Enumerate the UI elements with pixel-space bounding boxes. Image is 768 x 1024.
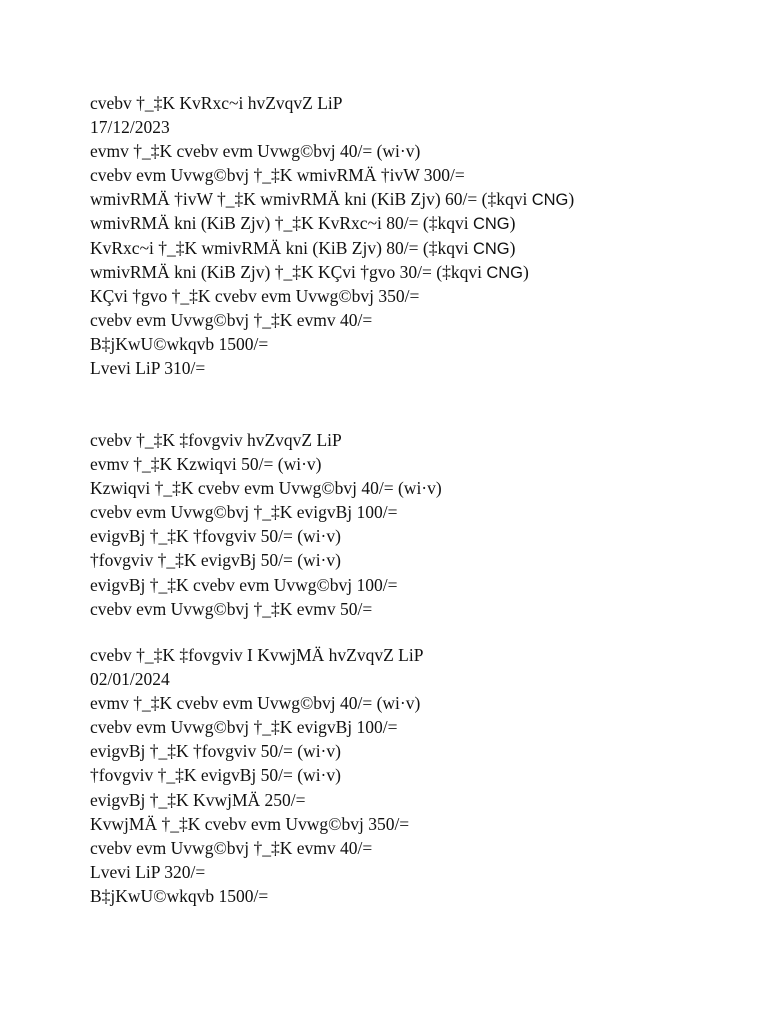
expense-text: wmivRMÄ †ivW †_‡K wmivRMÄ kni (KiB Zjv) 60/= (‡kqvi [90,189,532,210]
expense-line: evigvBj †_‡K †fovgviv 50/= (wi·v) [90,741,341,762]
section-heading: cvebv †_‡K ‡fovgviv I KvwjMÄ hvZvqvZ LiP [90,645,424,665]
expense-section-2 [90,428,750,621]
vehicle-tag: CNG [472,215,510,234]
expense-line: †fovgviv †_‡K evigvBj 50/= (wi·v) [90,765,341,786]
expense-line [90,236,750,260]
expense-line: cvebv evm Uvwg©bvj †_‡K evigvBj 100/= [90,717,398,738]
expense-line: evigvBj †_‡K cvebv evm Uvwg©bvj 100/= [90,574,398,595]
expense-text-end: ) [509,213,516,234]
section-heading: cvebv †_‡K KvRxc~i hvZvqvZ LiP [90,93,343,113]
expense-text-end: ) [568,189,575,210]
expense-line: cvebv evm Uvwg©bvj †_‡K wmivRMÄ †ivW 300/= [90,165,465,186]
expense-line: B‡jKwU©wkqvb 1500/= [90,333,269,354]
expense-text: KvRxc~i †_‡K wmivRMÄ kni (KiB Zjv) 80/= (‡kqvi [90,237,473,258]
expense-line: KvwjMÄ †_‡K cvebv evm Uvwg©bvj 350/= [90,813,410,834]
expense-line: Lvevi LiP 310/= [90,358,206,379]
expense-line: cvebv evm Uvwg©bvj †_‡K evmv 50/= [90,598,373,619]
expense-section-1 [90,91,750,380]
expense-line: †fovgviv †_‡K evigvBj 50/= (wi·v) [90,550,341,571]
expense-line: cvebv evm Uvwg©bvj †_‡K evmv 40/= [90,309,373,330]
expense-line: Kzwiqvi †_‡K cvebv evm Uvwg©bvj 40/= (wi·v) [90,478,442,499]
expense-text-end: ) [523,261,529,282]
section-heading: cvebv †_‡K ‡fovgviv hvZvqvZ LiP [90,430,342,450]
expense-line: KÇvi †gvo †_‡K cvebv evm Uvwg©bvj 350/= [90,285,420,306]
expense-text: wmivRMÄ kni (KiB Zjv) †_‡K KvRxc~i 80/= (‡kqvi [90,213,473,234]
vehicle-tag: CNG [486,263,524,282]
expense-line: evmv †_‡K cvebv evm Uvwg©bvj 40/= (wi·v) [90,141,421,162]
expense-line: Lvevi LiP 320/= [90,861,206,882]
expense-text-end: ) [509,237,516,258]
expense-line: evigvBj †_‡K KvwjMÄ 250/= [90,789,306,810]
expense-line [90,211,750,235]
expense-line [90,187,750,211]
section-date: 17/12/2023 [90,117,170,138]
expense-line: cvebv evm Uvwg©bvj †_‡K evmv 40/= [90,837,373,858]
expense-line: evigvBj †_‡K †fovgviv 50/= (wi·v) [90,526,341,547]
expense-text: wmivRMÄ kni (KiB Zjv) †_‡K KÇvi †gvo 30/= (‡kqvi [90,261,487,282]
expense-section-3 [90,643,750,908]
section-date: 02/01/2024 [90,669,170,690]
vehicle-tag: CNG [531,191,569,210]
expense-line: B‡jKwU©wkqvb 1500/= [90,885,269,906]
expense-line: evmv †_‡K Kzwiqvi 50/= (wi·v) [90,454,322,475]
vehicle-tag: CNG [472,239,510,258]
expense-line: evmv †_‡K cvebv evm Uvwg©bvj 40/= (wi·v) [90,693,421,714]
expense-line [90,260,750,284]
expense-line: cvebv evm Uvwg©bvj †_‡K evigvBj 100/= [90,502,398,523]
